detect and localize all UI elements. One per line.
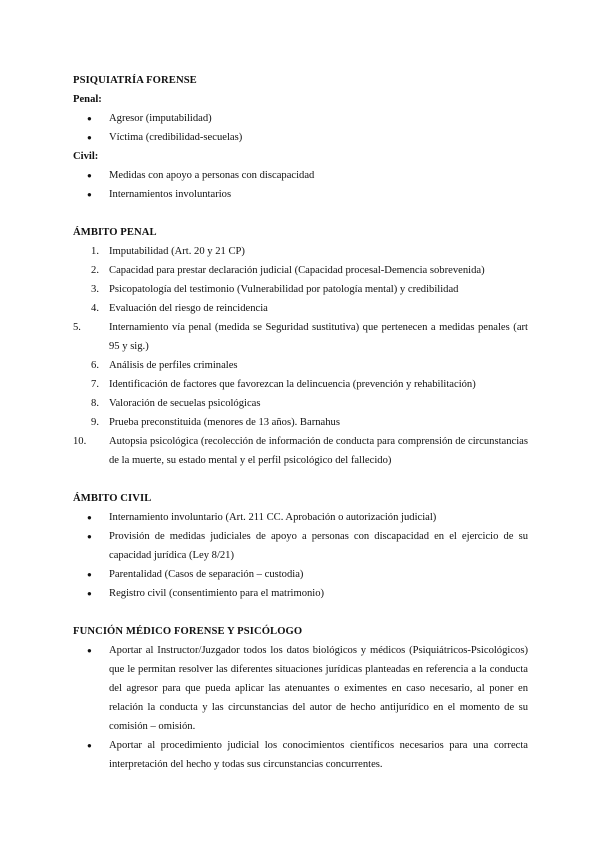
civil-label: Civil: [73, 151, 99, 162]
spacer [73, 204, 528, 223]
list-item-text: Prueba preconstituida (menores de 13 años). Barnahus [109, 417, 340, 428]
ambito-penal-list [73, 242, 528, 470]
list-item: ● Medidas con apoyo a personas con discapacidad [73, 166, 528, 185]
list-item: ● Víctima (credibilidad-secuelas) [73, 128, 528, 147]
list-item-text: Imputabilidad (Art. 20 y 21 CP) [109, 246, 245, 257]
list-number: 4. [91, 303, 99, 314]
list-item: ● Parentalidad (Casos de separación – custodia) [73, 565, 528, 584]
list-item [73, 356, 528, 375]
list-item [73, 375, 528, 394]
list-number: 8. [91, 398, 99, 409]
section-heading-ambito-penal: ÁMBITO PENAL [73, 227, 157, 238]
list-number: 7. [91, 379, 99, 390]
list-item-text: Internamiento vía penal (medida se Seguridad sustitutiva) que pertenecen a medidas penales (art 95 y sig.) [109, 322, 528, 352]
list-item-text: Análisis de perfiles criminales [109, 360, 238, 371]
list-number: 10. [73, 436, 87, 447]
list-item-text: Psicopatología del testimonio (Vulnerabilidad por patología mental) y credibilidad [109, 284, 459, 295]
list-item: ● Aportar al Instructor/Juzgador todos los datos biológicos y médicos (Psiquiátricos-Psicológicos) que le permitan resolver las diferentes situaciones jurídicas planteadas en referencia a la conducta del agresor para que pueda aplicar las atenuantes o eximentes en caso necesario, al poner en relación la conducta y las circunstancias del autor de hecho antijurídico en el momento de su comisión – omisión. [73, 641, 528, 736]
document-content [73, 71, 528, 774]
list-item-text: Evaluación del riesgo de reincidencia [109, 303, 268, 314]
list-item [73, 318, 528, 356]
list-item-text: Capacidad para prestar declaración judicial (Capacidad procesal-Demencia sobrevenida) [109, 265, 485, 276]
list-item-text: Identificación de factores que favorezcan la delincuencia (prevención y rehabilitación) [109, 379, 476, 390]
ambito-civil-list [73, 508, 528, 603]
list-number: 6. [91, 360, 99, 371]
list-item: ● Provisión de medidas judiciales de apoyo a personas con discapacidad en el ejercicio de su capacidad jurídica (Ley 8/21) [73, 527, 528, 565]
list-number: 9. [91, 417, 99, 428]
list-item: ● Registro civil (consentimiento para el matrimonio) [73, 584, 528, 603]
list-item: ● Aportar al procedimiento judicial los conocimientos científicos necesarios para una correcta interpretación del hecho y todas sus circunstancias concurrentes. [73, 736, 528, 774]
list-item-text: Autopsia psicológica (recolección de información de conducta para comprensión de circunstancias de la muerte, su estado mental y el perfil psicológico del fallecido) [109, 436, 528, 466]
section-heading-funcion: FUNCIÓN MÉDICO FORENSE Y PSICÓLOGO [73, 626, 303, 637]
document-title: PSIQUIATRÍA FORENSE [73, 75, 197, 86]
spacer [73, 603, 528, 622]
list-number: 1. [91, 246, 99, 257]
list-item [73, 242, 528, 261]
list-item [73, 299, 528, 318]
list-item: ● Internamiento involuntario (Art. 211 CC. Aprobación o autorización judicial) [73, 508, 528, 527]
list-item-text: Valoración de secuelas psicológicas [109, 398, 261, 409]
list-number: 2. [91, 265, 99, 276]
list-item [73, 432, 528, 470]
civil-list [73, 166, 528, 204]
list-number: 3. [91, 284, 99, 295]
list-item: ● Agresor (imputabilidad) [73, 109, 528, 128]
section-heading-ambito-civil: ÁMBITO CIVIL [73, 493, 152, 504]
list-item [73, 261, 528, 280]
penal-list [73, 109, 528, 147]
list-item [73, 394, 528, 413]
spacer [73, 470, 528, 489]
funcion-list [73, 641, 528, 774]
list-item [73, 413, 528, 432]
list-item [73, 280, 528, 299]
penal-label: Penal: [73, 94, 102, 105]
list-number: 5. [73, 322, 81, 333]
list-item: ● Internamientos involuntarios [73, 185, 528, 204]
